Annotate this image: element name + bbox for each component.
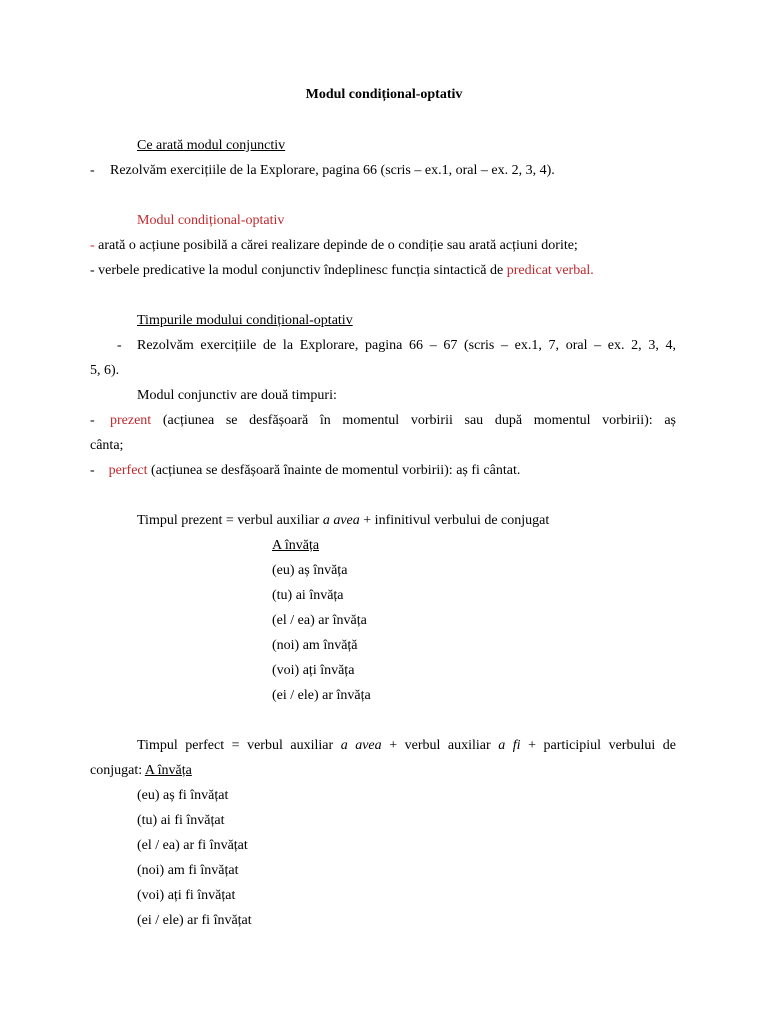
prezent-body	[110, 412, 676, 430]
prezent-verb-heading: A învăța	[272, 538, 320, 553]
perfect-form-4: (voi) ați fi învățat	[137, 888, 236, 903]
prezent-text: (acțiunea se desfășoară în momentul vorbirii sau după momentul vorbirii): aș	[151, 413, 676, 428]
prezent-line-1	[90, 412, 676, 430]
exercise-item-2-line-2: 5, 6).	[90, 363, 120, 378]
bullet-dash: -	[90, 163, 95, 178]
perfect-form-0: (eu) aș fi învățat	[137, 788, 229, 803]
prezent-label: prezent	[110, 413, 152, 428]
timpuri-intro: Modul conjunctiv are două timpuri:	[137, 388, 337, 403]
perfect-rule-mid: + verbul auxiliar	[381, 738, 499, 753]
prezent-dash: -	[90, 413, 95, 428]
perfect-line	[90, 462, 520, 480]
section-heading-conditional: Modul condițional-optativ	[137, 213, 285, 228]
prezent-rule-post: + infinitivul verbului de conjugat	[359, 513, 550, 528]
definition-text: arată o acțiune posibilă a cărei realizare depinde de o condiție sau arată acțiuni dorite;	[94, 238, 578, 253]
prezent-form-1: (tu) ai învăța	[272, 588, 344, 603]
prezent-rule	[137, 512, 549, 530]
perfect-form-2: (el / ea) ar fi învățat	[137, 838, 248, 853]
predicat-verbal-term: predicat verbal	[506, 263, 591, 278]
perfect-text: (acțiunea se desfășoară înainte de momentul vorbirii): aș fi cântat.	[147, 463, 521, 478]
perfect-rule-aux1: a avea	[340, 738, 382, 753]
definition-line-2	[90, 262, 594, 280]
definition-line-1	[90, 237, 578, 255]
period: .	[590, 263, 594, 278]
section-heading-conjunctiv: Ce arată modul conjunctiv	[137, 138, 286, 153]
definition-text-2: - verbele predicative la modul conjunctiv îndeplinesc funcția sintactică de	[90, 263, 507, 278]
definition-dash: -	[90, 238, 95, 253]
prezent-rule-aux: a avea	[322, 513, 360, 528]
exercise-item-1: Rezolvăm exercițiile de la Explorare, pagina 66 (scris – ex.1, oral – ex. 2, 3, 4).	[110, 163, 555, 178]
perfect-verb-heading: A învăța	[144, 763, 192, 778]
perfect-label: perfect	[108, 463, 148, 478]
perfect-form-1: (tu) ai fi învățat	[137, 813, 225, 828]
prezent-form-3: (noi) am învăță	[272, 638, 358, 653]
perfect-rule-aux2: a fi	[498, 738, 521, 753]
perfect-rule-pre: Timpul perfect = verbul auxiliar	[137, 738, 341, 753]
prezent-form-2: (el / ea) ar învăța	[272, 613, 367, 628]
bullet-dash-2: -	[117, 338, 122, 353]
perfect-rule-line-2	[90, 762, 192, 780]
prezent-line-2: cânta;	[90, 438, 124, 453]
section-heading-timpuri: Timpurile modului condițional-optativ	[137, 313, 353, 328]
perfect-form-3: (noi) am fi învățat	[137, 863, 239, 878]
perfect-form-5: (ei / ele) ar fi învățat	[137, 913, 252, 928]
perfect-dash: -	[90, 463, 95, 478]
document-title: Modul condițional-optativ	[305, 87, 463, 102]
perfect-rule-line-1	[137, 737, 676, 755]
prezent-form-0: (eu) aș învăța	[272, 563, 348, 578]
perfect-rule-conjugat: conjugat:	[90, 763, 145, 778]
prezent-rule-pre: Timpul prezent = verbul auxiliar	[137, 513, 323, 528]
prezent-form-4: (voi) ați învăța	[272, 663, 355, 678]
prezent-form-5: (ei / ele) ar învăța	[272, 688, 371, 703]
exercise-item-2-line-1: Rezolvăm exercițiile de la Explorare, pagina 66 – 67 (scris – ex.1, 7, oral – ex. 2, 3, 4,	[137, 338, 676, 353]
perfect-rule-post: + participiul verbului de	[520, 738, 676, 753]
